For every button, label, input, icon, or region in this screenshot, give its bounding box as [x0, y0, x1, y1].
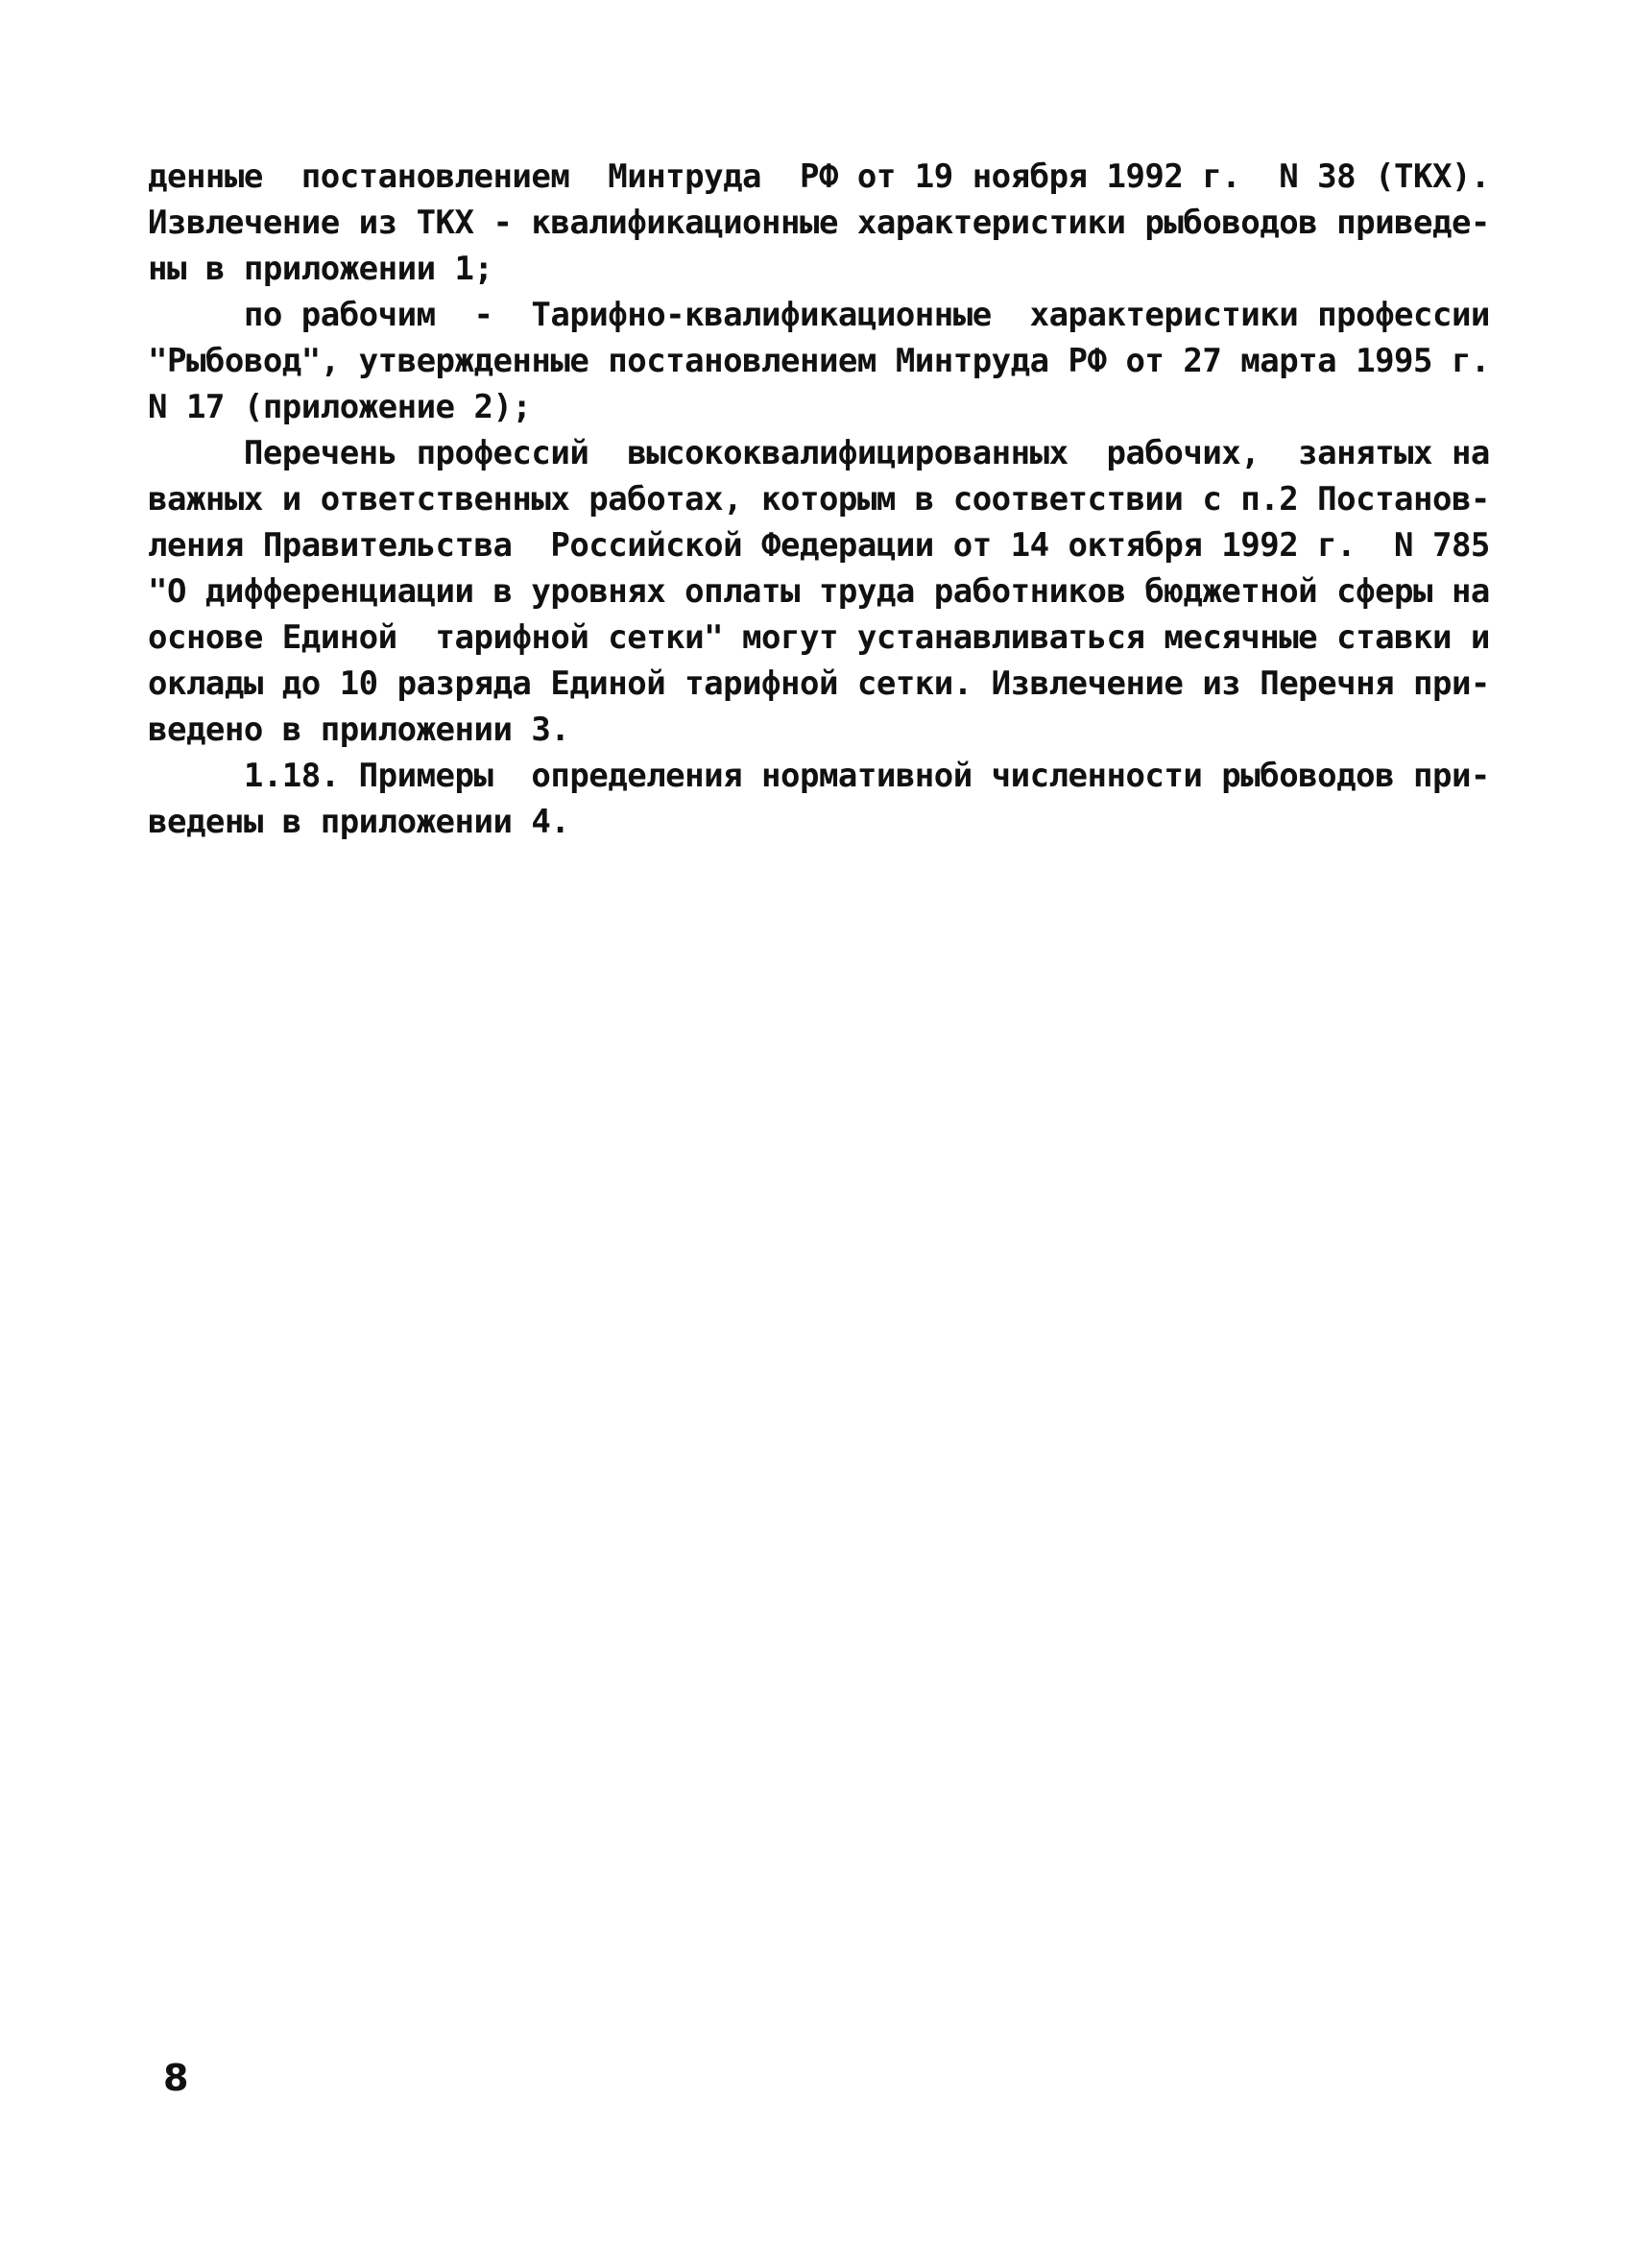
text-line: 1.18. Примеры определения нормативной численности рыбоводов при- — [148, 757, 1490, 795]
text-line: Извлечение из ТКХ - квалификационные характеристики рыбоводов приведе- — [148, 204, 1490, 242]
text-line: Перечень профессий высококвалифицированных рабочих, занятых на — [148, 434, 1490, 472]
page-number: 8 — [163, 2057, 189, 2099]
text-line: ведено в приложении 3. — [148, 711, 570, 749]
text-line: по рабочим - Тарифно-квалификационные характеристики профессии — [148, 296, 1490, 334]
text-line: денные постановлением Минтруда РФ от 19 ноября 1992 г. N 38 (ТКХ). — [148, 157, 1490, 196]
text-line: "Рыбовод", утвержденные постановлением Минтруда РФ от 27 марта 1995 г. — [148, 342, 1490, 380]
text-line: ведены в приложении 4. — [148, 803, 570, 841]
text-line: ления Правительства Российской Федерации от 14 октября 1992 г. N 785 — [148, 526, 1490, 565]
body-text — [148, 154, 1490, 845]
text-line: N 17 (приложение 2); — [148, 388, 532, 426]
text-line: важных и ответственных работах, которым в соответствии с п.2 Постанов- — [148, 480, 1490, 519]
text-line: ны в приложении 1; — [148, 250, 493, 288]
text-line: "О дифференциации в уровнях оплаты труда работников бюджетной сферы на — [148, 572, 1490, 611]
text-line: оклады до 10 разряда Единой тарифной сетки. Извлечение из Перечня при- — [148, 664, 1490, 703]
text-line: основе Единой тарифной сетки" могут устанавливаться месячные ставки и — [148, 618, 1490, 657]
